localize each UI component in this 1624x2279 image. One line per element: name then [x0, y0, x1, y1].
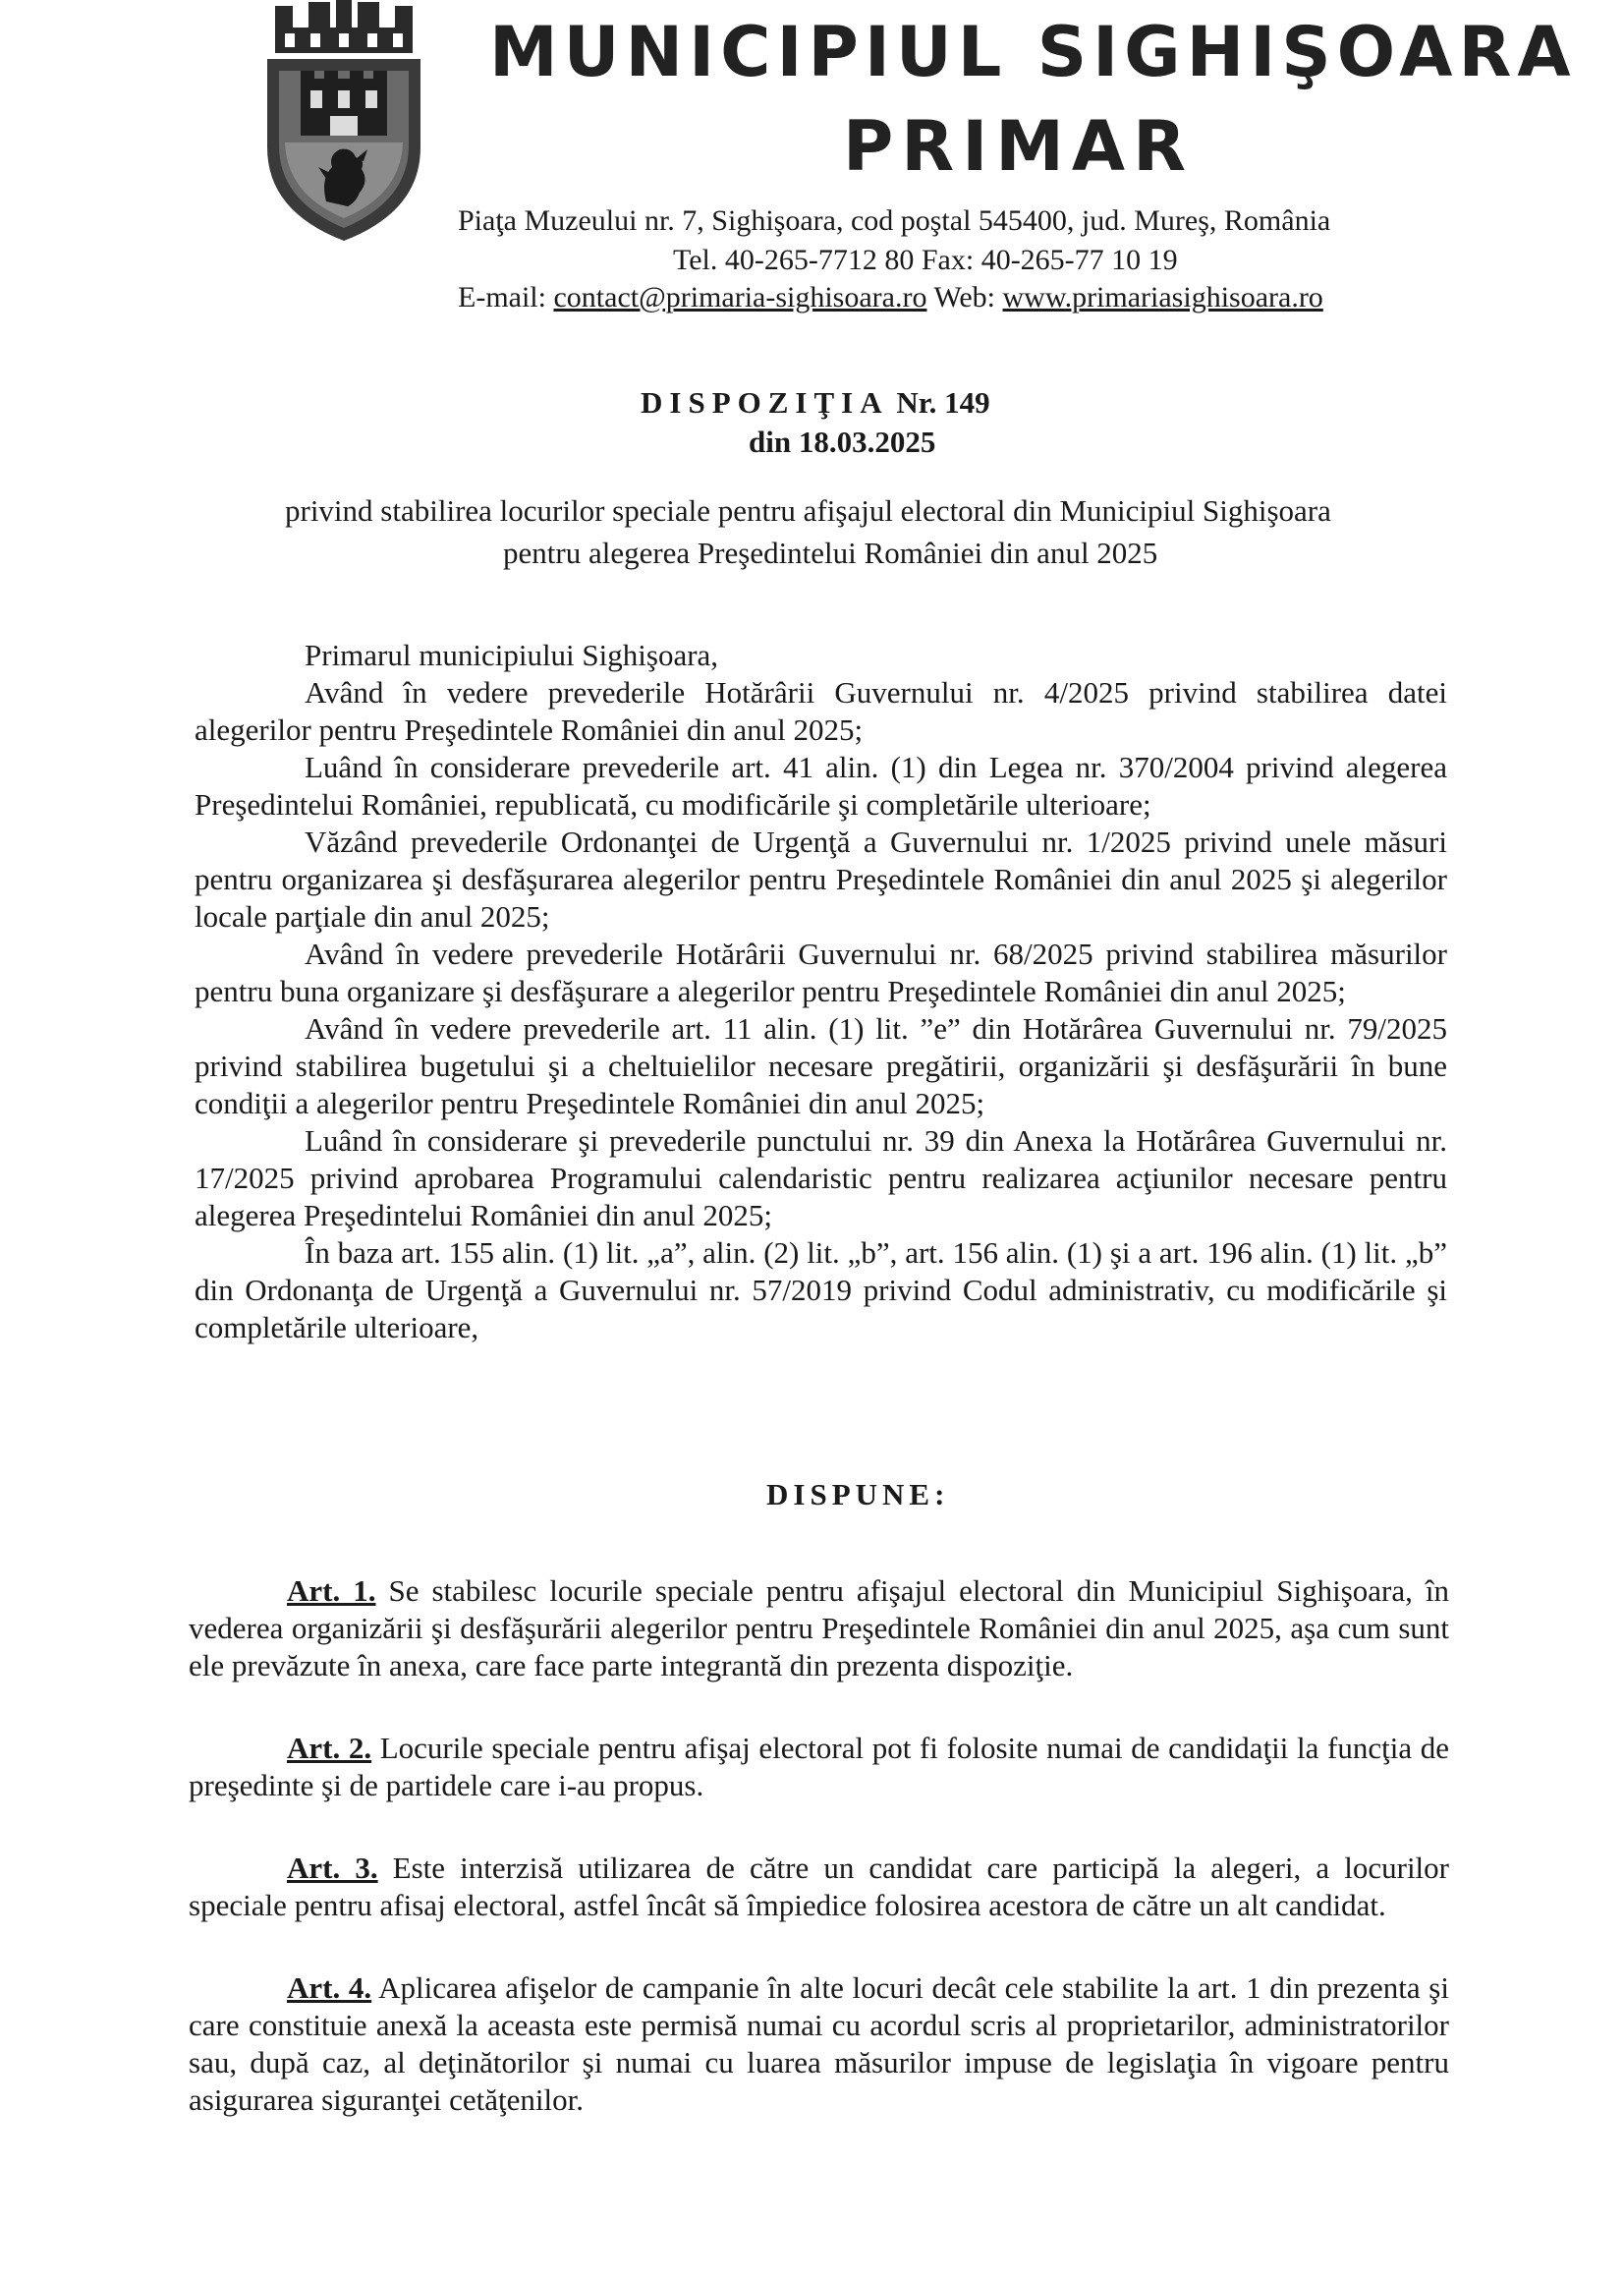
email-label: E-mail: [458, 281, 546, 313]
article-4 [189, 1969, 1449, 2119]
address-line: Piaţa Muzeului nr. 7, Sighişoara, cod poştal 545400, jud. Mureş, România [458, 204, 1331, 237]
preamble-paragraph: Luând în considerare prevederile art. 41 alin. (1) din Legea nr. 370/2004 privind alegerea Preşedintelui României, republicată, cu modificările şi completările ulterioare; [195, 750, 1447, 822]
preamble-paragraph: Având în vedere prevederile Hotărârii Guvernului nr. 68/2025 privind stabilirea măsurilor pentru buna organizare şi desfăşurare a alegerilor pentru Preşedintele României din anul 2025; [195, 937, 1447, 1008]
preamble-paragraph: Văzând prevederile Ordonanţei de Urgenţă a Guvernului nr. 1/2025 privind unele măsuri pentru organizarea şi desfăşurarea alegerilor pentru Preşedintele României din anul 2025 şi alegerilor locale parţiale din anul 2025; [195, 825, 1447, 934]
article-label: Art. 2. [287, 1731, 372, 1765]
article-label: Art. 1. [287, 1573, 376, 1608]
article-text: Este interzisă utilizarea de către un candidat care participă la alegeri, a locurilor speciale pentru afisaj electoral, astfel încât să împiedice folosirea acestora de către un alt candidat. [189, 1851, 1449, 1922]
preamble-paragraph: Luând în considerare şi prevederile punctului nr. 39 din Anexa la Hotărârea Guvernului nr. 17/2025 privind aprobarea Programului calendaristic pentru realizarea acţiunilor necesare pentru alegerea Preşedintelui României din anul 2025; [195, 1123, 1447, 1232]
email-link[interactable]: contact@primaria-sighisoara.ro [553, 281, 927, 313]
preamble-paragraph: În baza art. 155 alin. (1) lit. „a”, alin. (2) lit. „b”, art. 156 alin. (1) şi a art. 196 alin. (1) lit. „b” din Ordonanţa de Urgenţă a Guvernului nr. 57/2019 privind Codul administrativ, cu modificările şi completările ulterioare, [195, 1235, 1447, 1344]
article-3 [189, 1850, 1449, 1924]
preamble-paragraph: Având în vedere prevederile art. 11 alin. (1) lit. ”e” din Hotărârea Guvernului nr. 79/2025 privind stabilirea bugetului şi a cheltuielilor necesare pregătirii, organizării şi desfăşurării în bune condiţii a alegerilor pentru Preşedintele României din anul 2025; [195, 1011, 1447, 1120]
preamble [195, 637, 1447, 1346]
article-text: Aplicarea afişelor de campanie în alte locuri decât cele stabilite la art. 1 din prezenta şi care constituie anexă la aceasta este permisă numai cu acordul scris al proprietarilor, administratorilor sau, după caz, al deţinătorilor şi numai cu luarea măsurilor impuse de legislaţia în vigoare pentru asigurarea siguranţei cetăţenilor. [189, 1970, 1449, 2117]
article-text: Se stabilesc locurile speciale pentru afişajul electoral din Municipiul Sighişoara, în vederea organizării şi desfăşurării alegerilor pentru Preşedintele României din anul 2025, aşa cum sunt ele prevăzute în anexa, care face parte integrantă din prezenta dispoziţie. [189, 1573, 1449, 1682]
article-1 [189, 1572, 1449, 1684]
municipality-masthead: MUNICIPIUL SIGHIŞOARA [489, 12, 1577, 92]
contact-line [458, 281, 1323, 314]
dispune-heading: DISPUNE: [766, 1477, 950, 1511]
document-number: Nr. 149 [896, 385, 990, 420]
preamble-paragraph: Având în vedere prevederile Hotărârii Guvernului nr. 4/2025 privind stabilirea datei alegerilor pentru Preşedintele României din anul 2025; [195, 675, 1447, 747]
article-text: Locurile speciale pentru afişaj electoral pot fi folosite numai de candidaţii la funcţia de preşedinte şi de partidele care i-au propus. [189, 1731, 1449, 1802]
article-2 [189, 1730, 1449, 1804]
mayor-masthead: PRIMAR [843, 106, 1194, 187]
website-link[interactable]: www.primariasighisoara.ro [1002, 281, 1323, 313]
articles [189, 1572, 1449, 2164]
subject-line-2: pentru alegerea Preşedintelui României din anul 2025 [503, 536, 1158, 570]
subject-line-1: privind stabilirea locurilor speciale pentru afişajul electoral din Municipiul Sighişoara [285, 493, 1331, 528]
preamble-paragraph: Primarul municipiului Sighişoara, [305, 638, 719, 672]
document-type: DISPOZIŢIA [641, 385, 889, 420]
web-label: Web: [933, 281, 996, 313]
article-label: Art. 4. [287, 1970, 372, 2005]
document-date: din 18.03.2025 [749, 425, 936, 459]
phone-fax-line: Tel. 40-265-7712 80 Fax: 40-265-77 10 19 [673, 244, 1178, 276]
coat-of-arms-emblem [246, 0, 442, 246]
document-title [641, 385, 990, 421]
article-label: Art. 3. [287, 1851, 378, 1885]
